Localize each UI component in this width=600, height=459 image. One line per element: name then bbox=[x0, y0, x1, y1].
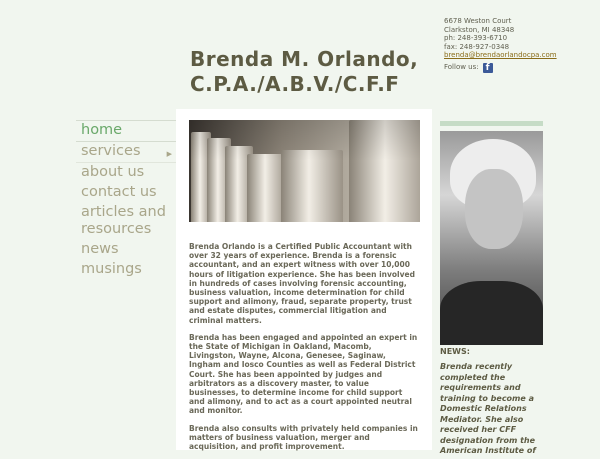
nav-articles-resources[interactable]: articles and resources bbox=[81, 204, 166, 237]
photo-shoulder-shape bbox=[440, 281, 543, 345]
sidebar bbox=[440, 121, 543, 457]
photo-face-shape bbox=[465, 169, 523, 249]
title-line-2: C.P.A./A.B.V./C.F.F bbox=[190, 72, 400, 96]
sidebar-accent-bar bbox=[440, 121, 543, 126]
fax-number: fax: 248-927-0348 bbox=[444, 42, 510, 51]
address-line-2: Clarkston, MI 48348 bbox=[444, 25, 515, 34]
intro-paragraph-1: Brenda Orlando is a Certified Public Accountant with over 32 years of experience. Brenda is a forensic accountant, and an expert witness with over 10,000 hours of litigation experience. She has been involved in hundreds of cases involving forensic accounting, business valuation, income determination for child support and alimony, fraud, separate property, trust and estate disputes, commercial litigation and criminal matters. bbox=[189, 242, 415, 325]
facebook-icon[interactable]: f bbox=[483, 63, 493, 73]
phone-number: ph: 248-393-6710 bbox=[444, 34, 508, 42]
nav-musings[interactable]: musings bbox=[81, 261, 142, 277]
news-heading: NEWS: bbox=[440, 347, 470, 356]
portrait-photo bbox=[440, 131, 543, 345]
contact-info bbox=[444, 17, 594, 73]
submenu-arrow-icon: ▶ bbox=[166, 150, 172, 158]
intro-text bbox=[189, 242, 420, 459]
intro-paragraph-3: Brenda also consults with privately held companies in matters of business valuation, merger and acquisition, and profit improvement. bbox=[189, 423, 418, 452]
news-text: Brenda recently completed the requirements and training to become a Domestic Relations Mediator. She also received her CFF designation from the American Institute of bbox=[440, 362, 536, 455]
address-line-1: 6678 Weston Court bbox=[444, 17, 512, 25]
title-line-1: Brenda M. Orlando, bbox=[190, 47, 419, 71]
page-title bbox=[190, 47, 418, 97]
nav-home[interactable]: home bbox=[76, 120, 176, 142]
hero-shadow bbox=[189, 120, 420, 222]
follow-label: Follow us: bbox=[444, 63, 479, 72]
nav-services[interactable] bbox=[76, 142, 176, 163]
nav-services-label: services bbox=[81, 143, 141, 159]
nav-news[interactable]: news bbox=[81, 241, 119, 257]
nav-contact-us[interactable]: contact us bbox=[81, 184, 157, 200]
follow-us bbox=[444, 63, 594, 73]
main-nav bbox=[76, 120, 176, 280]
email-link[interactable]: brenda@brendaorlandocpa.com bbox=[444, 51, 557, 59]
nav-about-us[interactable]: about us bbox=[81, 164, 145, 180]
intro-paragraph-2: Brenda has been engaged and appointed an expert in the State of Michigan in Oakland, Macomb, Livingston, Wayne, Alcona, Genesee, Saginaw, Ingham and Iosco Counties as well as Federal District Court. She has been appointed by judges and arbitrators as a discovery master, to value businesses, to determine income for child support and alimony, and to act as a court appointed neutral and monitor. bbox=[189, 332, 418, 416]
main-content bbox=[176, 109, 432, 450]
columns-hero-image bbox=[189, 120, 420, 222]
